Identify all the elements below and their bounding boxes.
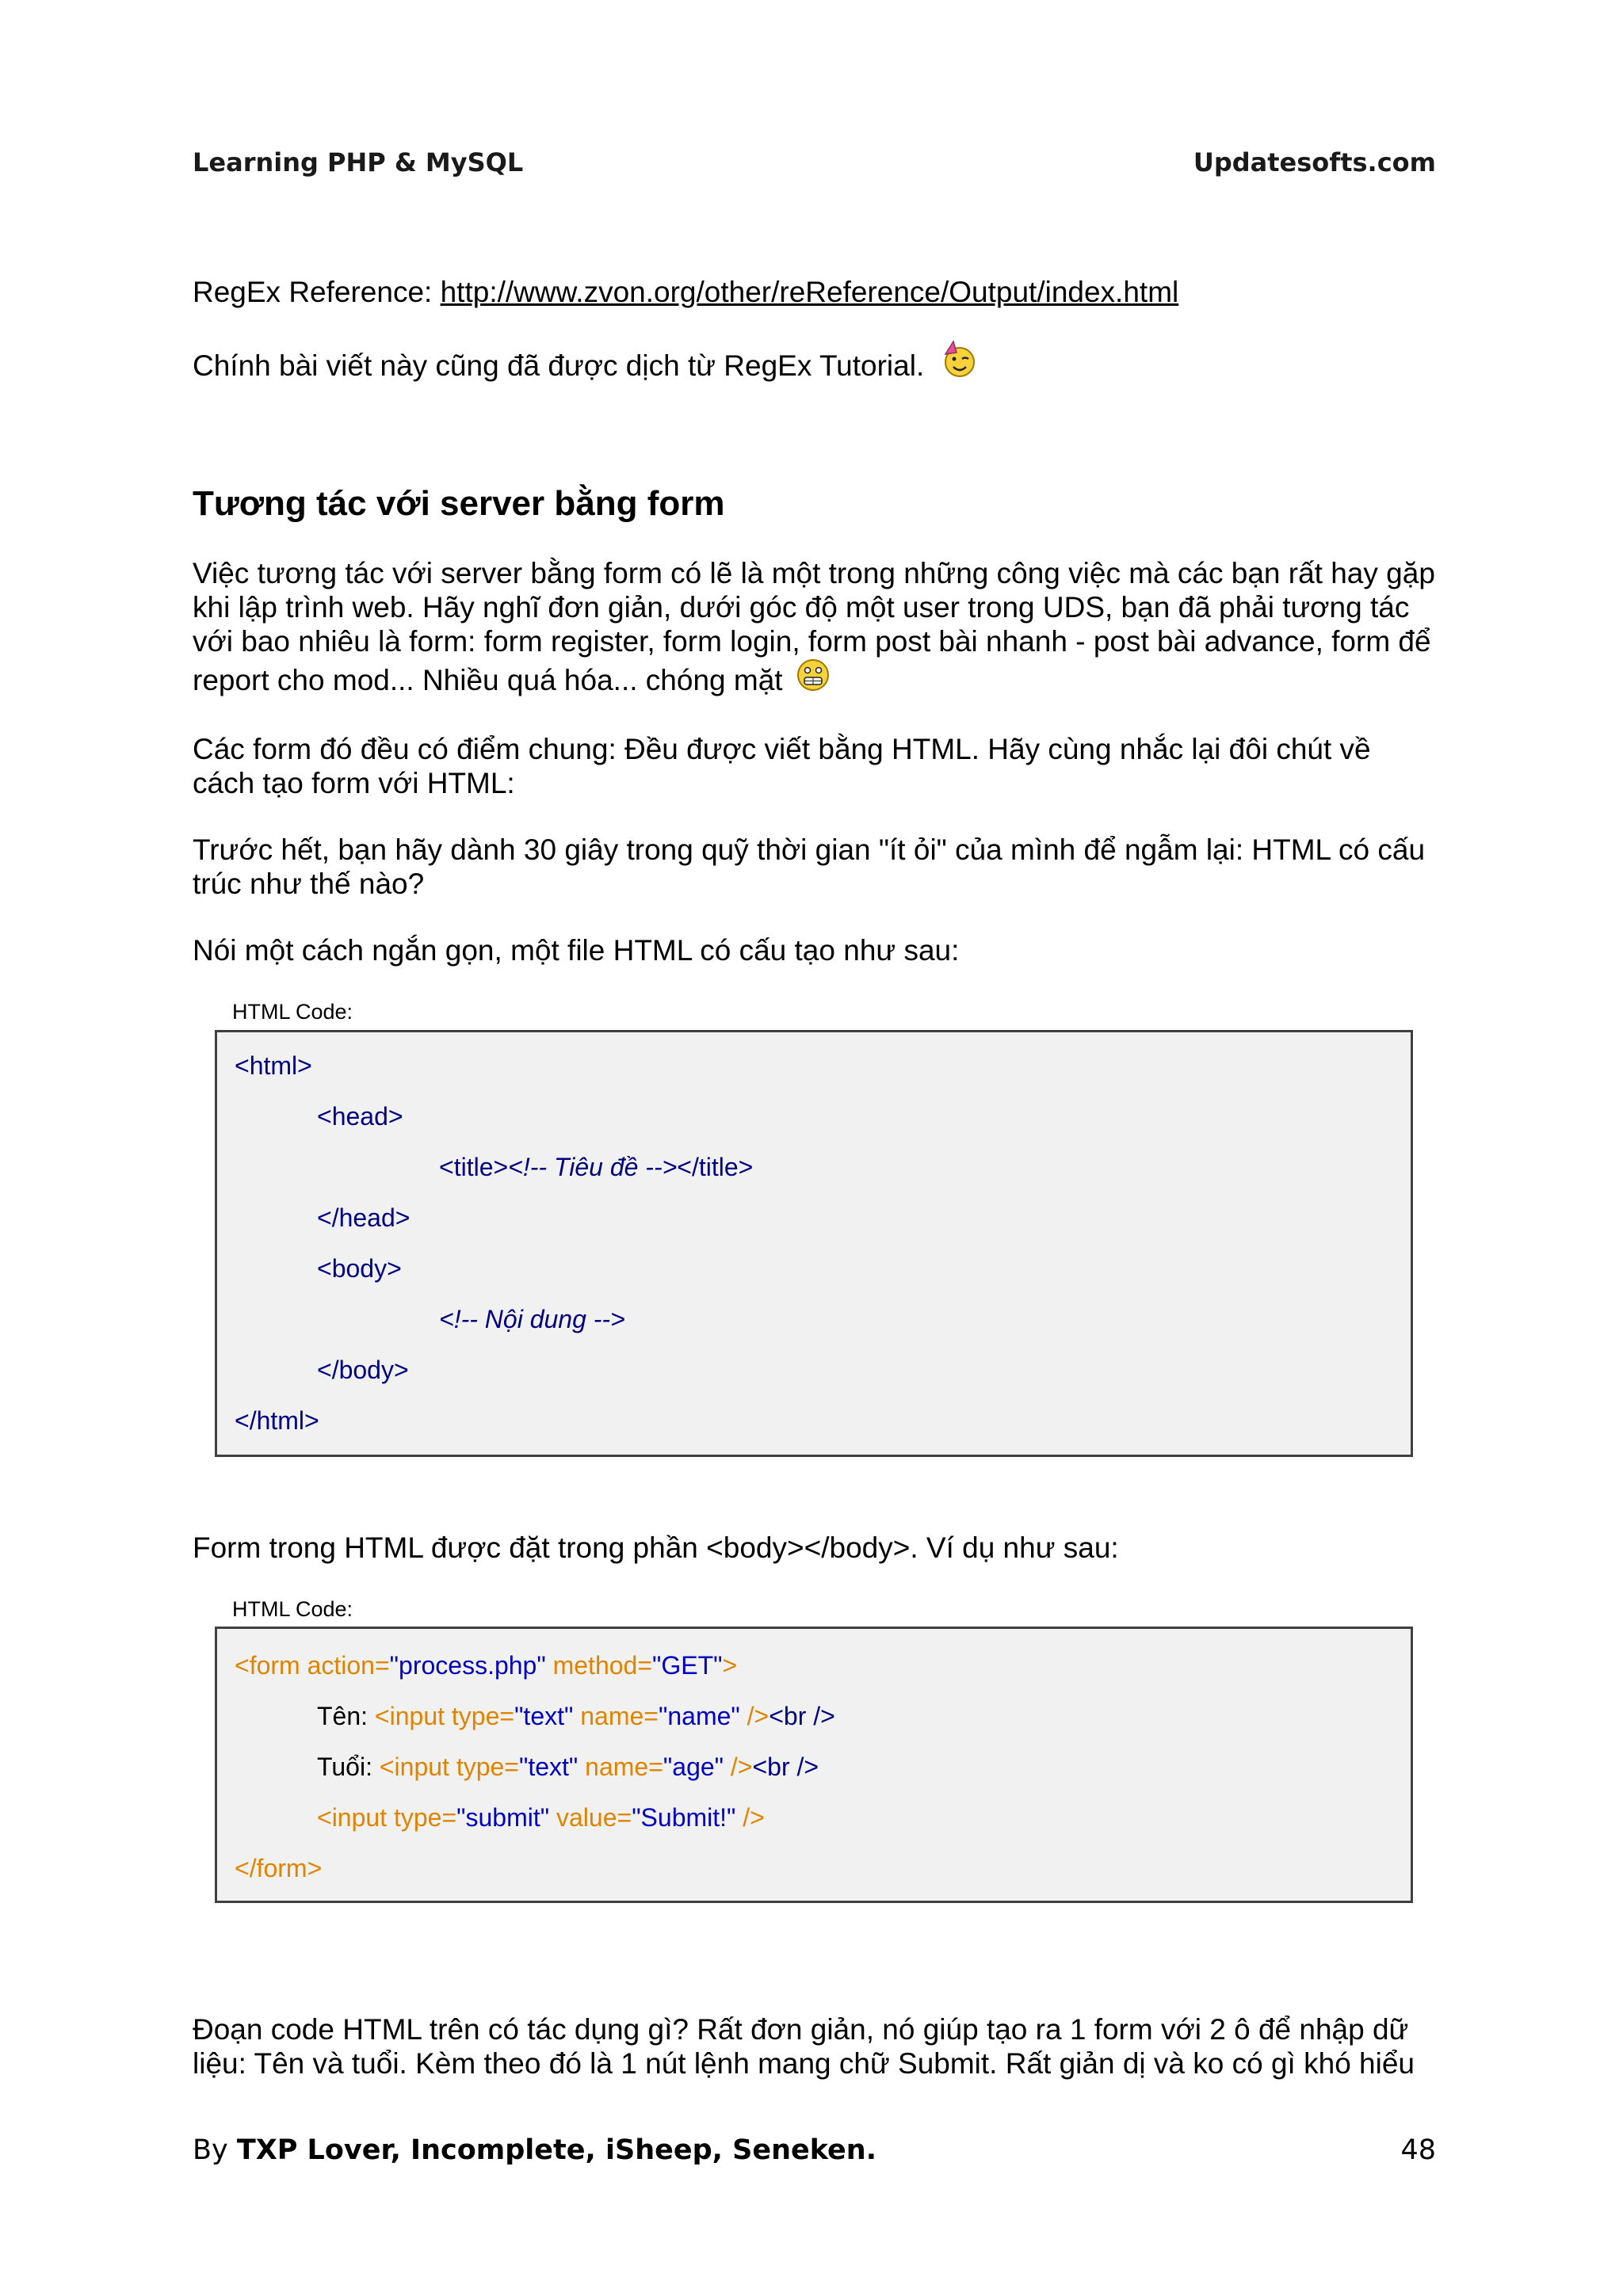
code-token: value= — [549, 1803, 632, 1832]
code-token: <br /> — [752, 1753, 819, 1781]
code-token: <form action= — [235, 1651, 390, 1680]
paragraph-line — [193, 663, 1437, 697]
code-line — [317, 1751, 819, 1783]
running-header-title: Learning PHP & MySQL — [193, 147, 524, 177]
code-line: <body> — [317, 1254, 402, 1283]
code-token: <input type= — [317, 1803, 457, 1832]
code-token: /> — [724, 1753, 753, 1781]
code-line: <html> — [235, 1051, 312, 1080]
code-value: "text" — [518, 1753, 579, 1781]
translated-note — [193, 349, 1437, 383]
code-comment: <!-- Tiêu đề --> — [508, 1153, 678, 1181]
code-value: "submit" — [456, 1803, 550, 1832]
code-label: HTML Code: — [232, 1597, 353, 1621]
code-label: HTML Code: — [232, 1000, 353, 1024]
code-value: "GET" — [652, 1651, 723, 1680]
paragraph-form-in-body: Form trong HTML được đặt trong phần <body></body>. Ví dụ như sau: — [193, 1531, 1119, 1564]
paragraph-line: Trước hết, bạn hãy dành 30 giây trong quỹ thời gian "ít ỏi" của mình để ngẫm lại: HTML có cấu — [193, 833, 1426, 866]
footer-by: By — [193, 2134, 237, 2166]
grin-emoticon-icon — [796, 658, 831, 692]
code-token: </title> — [677, 1153, 754, 1181]
code-token: <br /> — [769, 1702, 835, 1730]
code-line: </form> — [235, 1854, 323, 1882]
footer-author-names: TXP Lover, Incomplete, iSheep, Seneken. — [236, 2134, 877, 2166]
code-value: "name" — [658, 1702, 740, 1730]
code-token: /> — [739, 1702, 769, 1730]
code-block-html-structure — [215, 1030, 1413, 1457]
paragraph-line: Các form đó đều có điểm chung: Đều được viết bằng HTML. Hãy cùng nhắc lại đôi chút về — [193, 733, 1371, 765]
paragraph-line: trúc như thế nào? — [193, 868, 425, 900]
paragraph-code-explanation — [193, 2012, 1437, 2081]
code-token: > — [722, 1651, 738, 1680]
code-token: <input type= — [379, 1753, 519, 1781]
paragraph-line: khi lập trình web. Hãy nghĩ đơn giản, dưới góc độ một user trong UDS, bạn đã phải tương tác — [193, 591, 1410, 624]
code-token: <title> — [439, 1153, 509, 1181]
code-token: <input type= — [374, 1702, 515, 1730]
footer-authors — [193, 2134, 876, 2166]
code-line: </body> — [317, 1356, 409, 1384]
paragraph-line: Đoạn code HTML trên có tác dụng gì? Rất đơn giản, nó giúp tạo ra 1 form với 2 ô để nhập dữ — [193, 2013, 1409, 2046]
code-comment: <!-- Nội dung --> — [439, 1305, 625, 1333]
regex-reference-label: RegEx Reference: — [193, 276, 441, 308]
code-token: /> — [735, 1803, 765, 1832]
paragraph-html-structure-question — [193, 833, 1437, 901]
code-value: "Submit!" — [632, 1803, 736, 1832]
paragraph-line: với bao nhiêu là form: form register, form login, form post bài nhanh - post bài advance, form để — [193, 625, 1431, 658]
regex-reference — [193, 275, 1437, 309]
paragraph-line: liệu: Tên và tuổi. Kèm theo đó là 1 nút lệnh mang chữ Submit. Rất giản dị và ko có gì khó hiểu — [193, 2047, 1415, 2080]
code-value: "age" — [663, 1753, 724, 1781]
code-token: method= — [545, 1651, 653, 1680]
paragraph-line-text: report cho mod... Nhiều quá hóa... chóng mặt — [193, 664, 783, 696]
paragraph-html-file-structure: Nói một cách ngắn gọn, một file HTML có cấu tạo như sau: — [193, 934, 960, 967]
code-token: name= — [578, 1753, 663, 1781]
paragraph-line: cách tạo form với HTML: — [193, 767, 515, 799]
code-block-form-example — [215, 1627, 1413, 1903]
paragraph-line: Việc tương tác với server bằng form có lẽ là một trong những công việc mà các bạn rất hay gặp — [193, 557, 1435, 589]
code-line — [317, 1700, 835, 1732]
code-text: Tên: — [317, 1702, 375, 1730]
code-line: </html> — [235, 1406, 319, 1435]
party-wink-emoticon-icon — [939, 340, 979, 379]
regex-reference-link[interactable]: http://www.zvon.org/other/reReference/Output/index.html — [440, 276, 1179, 308]
section-title: Tương tác với server bằng form — [193, 484, 725, 523]
translated-note-text: Chính bài viết này cũng đã được dịch từ RegEx Tutorial. — [193, 349, 925, 382]
code-line — [235, 1650, 737, 1681]
page-number: 48 — [1400, 2134, 1436, 2166]
code-value: "process.php" — [389, 1651, 546, 1680]
paragraph-form-common — [193, 732, 1437, 800]
paragraph-intro — [193, 556, 1437, 697]
code-value: "text" — [514, 1702, 574, 1730]
code-line — [317, 1802, 765, 1833]
code-text: Tuổi: — [317, 1753, 380, 1781]
code-line — [439, 1151, 753, 1183]
code-token: name= — [573, 1702, 659, 1730]
running-header-site: Updatesofts.com — [1193, 147, 1436, 177]
code-line: <head> — [317, 1102, 403, 1131]
code-line: </head> — [317, 1203, 411, 1232]
